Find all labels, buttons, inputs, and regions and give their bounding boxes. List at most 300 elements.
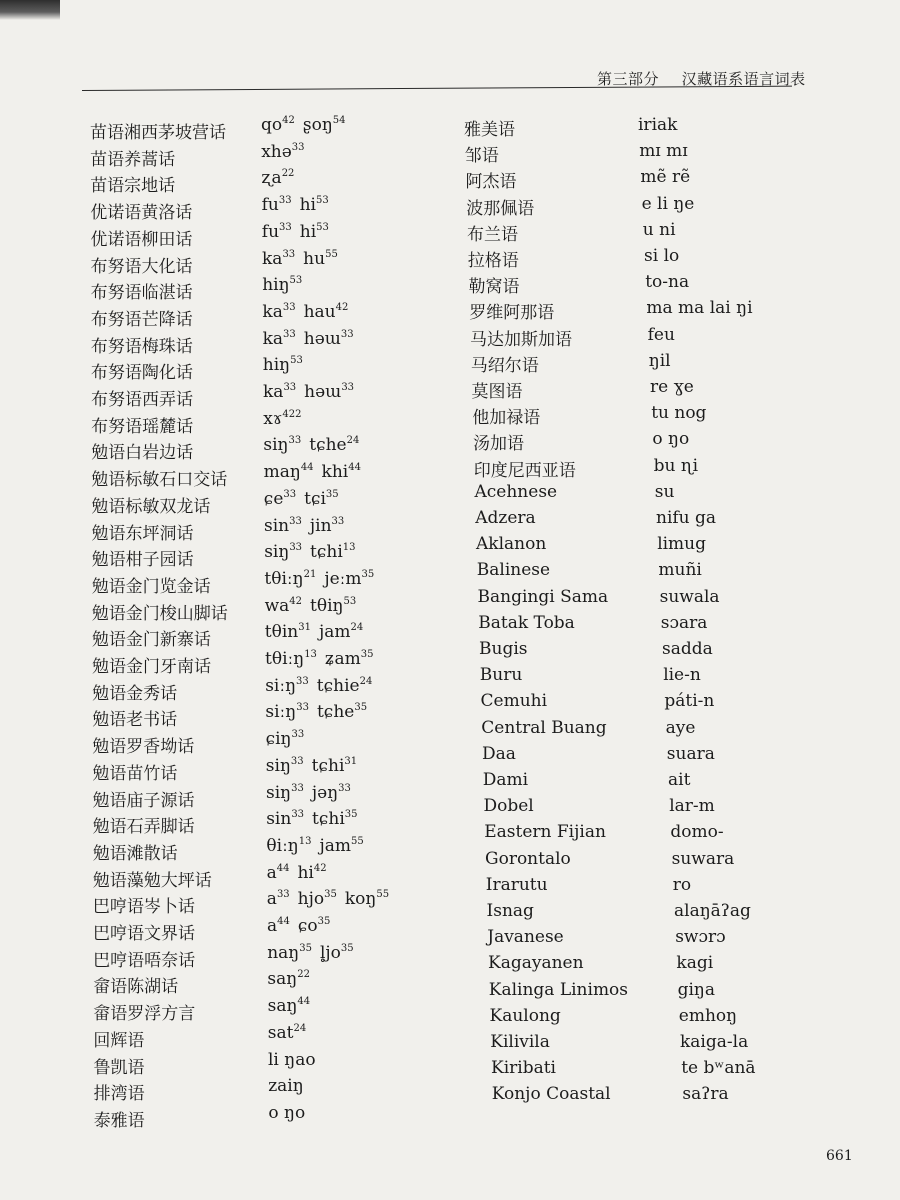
entry-word-form: bu ɳi [653,455,699,476]
entry-language-name: 汤加语 [473,434,524,455]
entry-language-name: 布努语瑶麓话 [91,416,194,437]
syllable [303,249,338,269]
tone-number: 55 [325,248,338,260]
syllable [267,889,290,909]
syllable [304,329,354,349]
entry-language-name: Batak Toba [478,612,575,633]
entry-language-name: 勉语罗香坳话 [92,737,195,758]
syllable-segment: tθin [264,622,299,643]
syllable [303,115,346,135]
entry-word-form [262,249,338,273]
entry-word-form: te bʷanā [681,1058,756,1079]
entry-word-form: iriak [638,115,678,135]
entry-word-form [266,756,357,780]
tone-number: 35 [325,488,339,500]
entry-word-form: alaŋāʔag [674,901,751,921]
syllable [263,329,296,349]
tone-number: 24 [293,1022,307,1034]
entry-language-name: Kaulong [489,1005,561,1026]
syllable-segment: siːŋ [265,675,297,696]
entry-language-name: 勉语柑子园话 [91,550,194,571]
syllable-segment: siŋ [263,435,289,456]
entry-word-form: si lo [644,246,680,266]
entry-language-name: 莫图语 [471,382,523,402]
syllable-segment: ka [262,301,283,322]
syllable [297,863,326,883]
syllable [312,809,357,829]
entry-language-name: 布努语临湛话 [90,283,193,304]
entry-word-form [261,142,304,166]
syllable-segment: tɕhe [309,435,347,456]
syllable [310,542,355,562]
tone-number: 33 [278,195,292,207]
syllable-segment: khi [321,462,349,483]
syllable-segment: tɕhi [311,755,345,776]
tone-number: 55 [351,835,364,847]
syllable [266,809,304,829]
entry-language-name: 勉语老书话 [92,710,178,731]
entry-word-form: giŋa [677,979,715,1000]
entry-word-form: ro [672,874,692,895]
tone-number: 53 [289,275,303,287]
tone-number: 33 [291,729,305,741]
syllable [266,783,304,803]
syllable-segment: hjo [297,889,325,910]
tone-number: 422 [282,408,302,420]
tone-number: 35 [361,568,375,580]
entry-word-form [262,195,329,219]
syllable [304,302,349,322]
tone-number: 35 [317,916,331,927]
tone-number: 44 [300,462,314,474]
syllable-segment: ka [263,382,284,402]
header-section: 第三部分 [597,70,660,88]
entry-language-name: Kalinga Linimos [488,979,629,1000]
entry-word-form [268,996,311,1020]
entry-language-name: 马达加斯加语 [470,329,572,350]
syllable-segment: ʐa [261,168,282,189]
entry-language-name: 印度尼西亚语 [473,460,576,481]
entry-language-name: 苗语养蒿话 [90,149,176,170]
syllable [262,302,295,322]
syllable [264,489,296,509]
entry-language-name: Eastern Fijian [484,822,606,843]
syllable [262,195,292,215]
entry-word-form: emhoŋ [678,1005,738,1026]
syllable [264,462,314,482]
entry-word-form [262,302,348,326]
entry-language-name: 勉语石弄脚话 [92,817,195,838]
entry-language-name: 巴哼语岑卜话 [92,897,195,918]
entry-language-name: 勉语金门梭山脚话 [91,603,228,624]
entry-language-name: Central Buang [481,717,607,738]
entry-word-form: lar-m [669,796,715,817]
entry-word-form [263,435,359,459]
tone-number: 53 [343,595,357,607]
syllable [309,435,359,455]
tone-number: 33 [283,488,297,500]
tone-number: 53 [315,195,329,207]
syllable [267,916,290,936]
tone-number: 13 [304,649,317,660]
entry-word-form [266,836,363,860]
syllable-segment: sin [264,515,290,536]
entry-word-form [267,943,353,967]
syllable [319,836,363,856]
syllable-segment: hu [303,248,326,269]
syllable-segment: siːŋ [265,702,297,723]
entry-language-name: 优诺语黄洛话 [90,203,193,224]
entry-language-name: Irarutu [485,874,548,895]
syllable-segment: hau [303,301,336,322]
tone-number: 22 [297,969,310,981]
syllable-segment: həɯ [303,328,341,349]
syllable [312,756,357,776]
syllable-segment: naŋ [267,942,300,963]
entry-word-form: limug [657,534,707,555]
tone-number: 33 [279,221,292,233]
syllable-segment: koŋ [344,889,377,910]
tone-number: 33 [290,755,304,767]
entry-language-name: 勉语苗竹话 [92,763,178,784]
syllable [310,596,356,616]
syllable [268,1023,306,1043]
entry-language-name: 阿杰语 [465,172,517,193]
entry-language-name: Aklanon [476,534,547,555]
syllable-segment: l̥jo [319,942,341,963]
entry-language-name: 布努语梅珠话 [90,336,193,357]
entry-language-name: Isnag [486,901,534,921]
syllable [268,996,311,1016]
entry-language-name: Daa [482,743,516,764]
tone-number: 13 [342,542,356,554]
syllable [317,702,367,722]
entry-language-name: 勉语庙子源话 [92,790,195,811]
entry-language-name: 勉语金门牙南话 [92,657,211,677]
syllable-segment: fu [261,221,280,242]
entry-language-name: 布努语西弄话 [91,390,193,410]
entry-language-name: 优诺语柳田话 [90,229,193,250]
syllable-segment: jam [319,835,352,856]
syllable [266,756,304,776]
entry-language-name: Kilivila [490,1032,550,1052]
syllable [304,382,354,402]
syllable-segment: ɕiŋ [265,729,292,750]
entry-language-name: 畲语罗浮方言 [93,1004,196,1025]
syllable-segment: jin [309,515,332,536]
syllable [263,409,301,429]
syllable-segment: qo [261,115,283,135]
entry-language-name: 苗语湘西茅坡营话 [90,123,226,143]
entry-language-name: 布努语芒降话 [90,309,193,330]
entry-language-name: 波那佩语 [466,198,535,219]
entry-word-form: nifu ga [656,508,717,528]
tone-number: 55 [376,889,390,901]
tone-number: 33 [338,782,351,794]
header-title-text: 汉藏语系语言词表 [681,70,806,88]
syllable [261,115,295,135]
tone-number: 44 [276,862,290,874]
entry-word-form [261,115,346,139]
tone-number: 33 [289,542,303,554]
tone-number: 33 [276,889,290,901]
entry-word-form: mẽ rẽ [640,167,691,188]
syllable-segment: tɕhi [310,542,343,563]
entry-word-form: suwala [659,586,720,607]
syllable-segment: hi [299,221,317,242]
syllable [298,916,331,936]
syllable [298,889,337,909]
entry-word-form [267,863,327,887]
entry-word-form [263,329,354,353]
syllable [265,649,317,669]
entry-language-name: Adzera [475,508,536,528]
entry-word-form [263,355,303,379]
entry-word-form [268,1023,306,1047]
entry-language-name: 勒窝语 [468,277,520,298]
syllable-segment: sin [266,809,292,830]
entry-word-form: feu [647,324,675,345]
syllable-segment: a [266,889,277,910]
entry-word-form [265,702,367,726]
entry-word-form [264,462,361,486]
syllable [267,943,312,963]
entry-language-name: 雅美语 [464,120,515,140]
tone-number: 53 [316,221,329,233]
syllable-segment: tɕhe [316,702,355,723]
syllable-segment: xhə [261,141,292,162]
entry-language-name: Gorontalo [485,848,571,869]
syllable-segment: tɕhi [312,809,345,830]
syllable-segment: siŋ [266,782,292,803]
entry-word-form [265,676,372,700]
entry-word-form [264,516,344,540]
entry-word-form: lie-n [663,665,701,686]
entry-language-name: 他加禄语 [472,408,541,429]
syllable-segment: ka [262,248,283,269]
syllable-segment: ɕo [297,916,318,936]
entry-language-name: 畲语陈湖话 [93,977,179,998]
binding-shadow [0,0,60,20]
tone-number: 54 [332,115,346,126]
syllable-segment: jeːm [324,568,362,589]
entry-word-form [261,168,294,192]
syllable-segment: tɕhie [316,675,360,696]
entry-word-form [267,889,389,913]
entry-word-form: sadda [662,639,713,659]
tone-number: 33 [291,141,305,153]
tone-number: 44 [277,916,290,927]
entry-language-name: 布兰语 [467,224,518,245]
entry-language-name: 勉语滩散话 [92,843,178,864]
syllable-segment: saŋ [267,969,298,990]
tone-number: 35 [299,942,312,954]
syllable-segment: ka [262,328,284,349]
syllable [304,489,339,509]
entry-word-form [267,916,330,940]
tone-number: 33 [296,702,309,714]
syllable [268,1103,305,1123]
syllable-segment: xɤ [263,408,283,429]
syllable [267,969,310,989]
entry-word-form [267,969,310,993]
entry-word-form: suwara [671,848,735,869]
tone-number: 33 [289,515,302,527]
entry-word-form: suara [666,743,715,764]
entry-language-name: Cemuhi [480,691,548,712]
syllable [264,569,316,589]
tone-number: 33 [283,328,296,340]
syllable [300,195,329,215]
syllable-segment: tθiŋ [310,595,344,616]
entry-language-name: 勉语东坪洞话 [91,523,194,544]
tone-number: 24 [350,622,364,634]
entry-word-form: muñi [658,560,702,581]
tone-number: 31 [298,622,311,634]
syllable [267,863,290,883]
entry-word-form [264,542,355,566]
entry-language-name: 勉语标敏石口交话 [91,470,228,491]
tone-number: 42 [313,862,327,874]
entry-word-form [264,569,374,593]
syllable-segment: ɕe [263,488,284,509]
syllable-segment: o ŋo [268,1102,306,1123]
syllable-segment: zaiŋ [268,1076,304,1097]
syllable [264,516,302,536]
tone-number: 33 [283,382,297,393]
entry-language-name: 布努语陶化话 [90,363,193,384]
entry-word-form: saʔra [682,1084,729,1105]
syllable-segment: həɯ [304,382,342,402]
syllable [300,222,329,242]
syllable [325,649,374,669]
tone-number: 33 [291,809,305,821]
tone-number: 21 [303,568,317,580]
entry-language-name: Konjo Coastal [491,1084,611,1105]
tone-number: 33 [282,301,296,313]
syllable [266,836,311,856]
tone-number: 35 [344,809,358,821]
entry-language-name: 勉语金门览金话 [91,576,211,597]
tone-number: 24 [346,435,360,447]
syllable [263,355,303,375]
tone-number: 44 [348,462,361,474]
syllable [265,702,309,722]
syllable-segment: fu [261,195,279,216]
syllable [266,729,305,749]
tone-number: 35 [340,942,354,954]
entry-language-name: 马绍尔语 [470,355,539,376]
entry-word-form: e li ŋe [641,193,695,214]
syllable-segment: θiːŋ [266,835,299,856]
entry-word-form [266,783,351,807]
syllable-segment: jam [318,622,351,643]
entry-word-form [265,649,373,673]
tone-number: 35 [324,889,337,901]
syllable [310,516,344,536]
syllable-segment: hiŋ [262,355,291,376]
tone-number: 33 [288,435,302,447]
entry-word-form: o ŋo [652,429,690,450]
syllable-segment: wa [264,595,290,616]
syllable-segment: li ŋao [268,1049,316,1070]
entry-language-name: Balinese [476,560,551,581]
entry-language-name: 勉语金门新寨话 [91,630,211,651]
syllable [261,168,294,188]
entry-word-form: ŋil [648,350,671,371]
entry-language-name: 拉格语 [467,251,519,271]
entry-language-name: Buru [479,665,523,686]
tone-number: 42 [335,301,349,313]
syllable [265,676,309,696]
syllable [312,783,351,803]
entry-word-form: su [654,481,675,502]
entry-word-form [268,1103,305,1127]
syllable-segment: sat [267,1022,294,1043]
entry-language-name: 回辉语 [93,1030,145,1051]
entry-word-form: kaiga-la [680,1032,749,1052]
syllable-segment: hiŋ [262,275,290,296]
syllable [268,1076,303,1096]
entry-language-name: 勉语白岩边话 [91,443,194,464]
entry-word-form: ait [668,770,691,790]
syllable-segment: tθiːŋ [264,568,304,589]
syllable-segment: saŋ [267,996,298,1017]
tone-number: 42 [282,115,295,126]
syllable-segment: jəŋ [311,782,339,803]
syllable-segment: ʑam [324,649,361,669]
tone-number: 35 [354,702,368,714]
syllable [261,142,304,162]
entry-language-name: 勉语标敏双龙话 [91,496,211,517]
entry-word-form: páti-n [664,691,715,712]
entry-word-form [262,275,302,299]
entry-word-form: ma ma lai ŋi [646,298,753,319]
entry-word-form: re ɣe [650,377,694,397]
entry-language-name: 泰雅语 [93,1110,145,1131]
tone-number: 33 [291,782,304,794]
syllable [322,462,361,482]
entry-language-name: 罗维阿那语 [469,303,555,324]
entry-word-form [262,222,329,246]
tone-number: 31 [344,755,358,767]
syllable [263,435,301,455]
entry-language-name: 巴哼语唔奈话 [93,950,196,971]
syllable [320,943,354,963]
syllable-segment: maŋ [263,462,301,483]
entry-language-name: 排湾语 [93,1084,145,1105]
entry-language-name: 苗语宗地话 [90,176,176,197]
entry-word-form: domo- [670,822,724,843]
entry-word-form [264,489,339,513]
tone-number: 24 [359,675,373,687]
entry-word-form: aye [665,717,696,738]
entry-language-name: Bangingi Sama [477,586,609,607]
syllable [264,542,302,562]
syllable [324,569,374,589]
syllable-segment: ʂoŋ [302,115,333,135]
syllable [268,1050,316,1070]
tone-number: 33 [296,675,309,687]
syllable-segment: a [266,862,277,883]
entry-language-name: Dobel [483,796,534,817]
entry-language-name: 勉语金秀话 [92,683,178,704]
entry-language-name: Dami [482,770,529,790]
tone-number: 33 [282,248,296,260]
entry-language-name: 邹语 [464,146,499,167]
entry-word-form: kagi [676,953,714,974]
tone-number: 42 [289,595,303,607]
